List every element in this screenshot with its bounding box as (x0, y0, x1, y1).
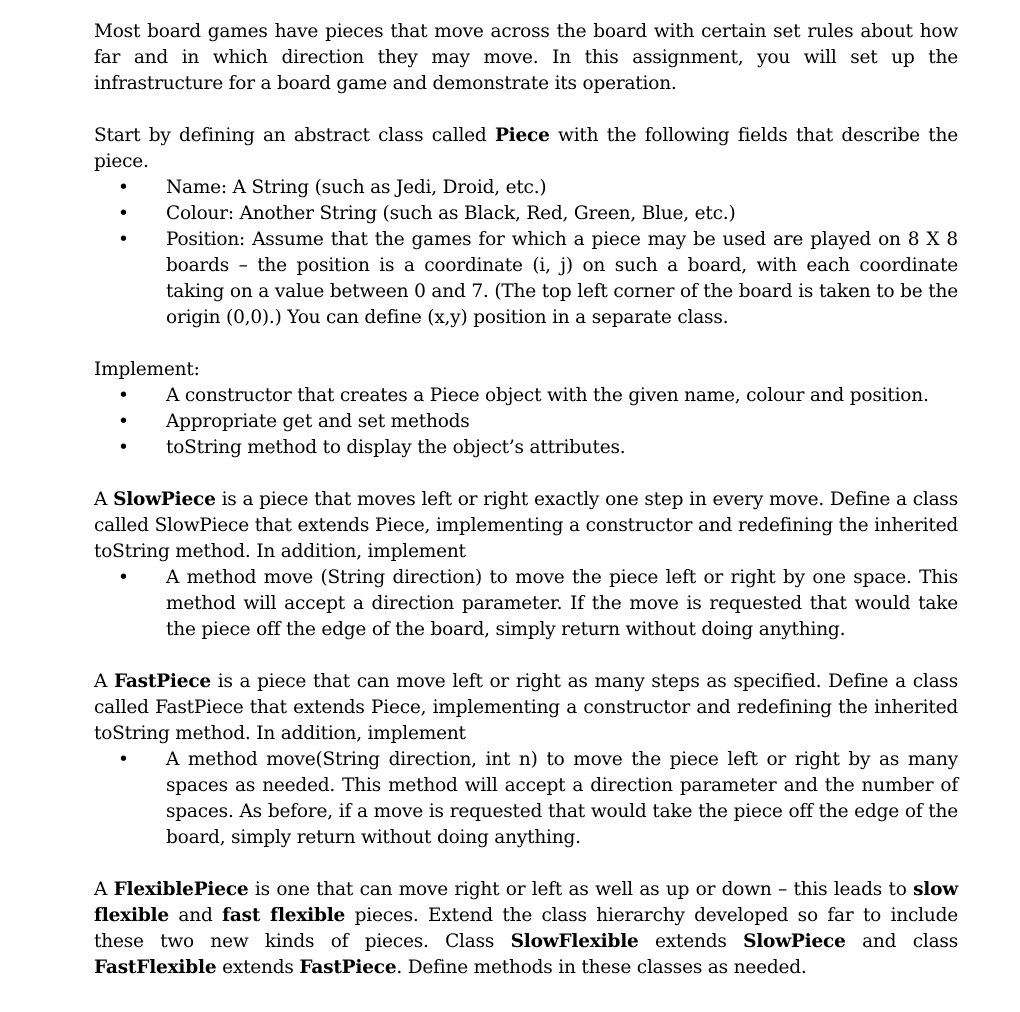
flexiblepiece-paragraph: A FlexiblePiece is one that can move right or left as well as up or down – this leads to slow flexible and fast flexible pieces. Extend the class hierarchy developed so far to include these two new kinds of pieces. Class SlowFlexible extends SlowPiece and class FastFlexible extends FastPiece. Define methods in these classes as needed. (94, 879, 959, 978)
bullet-icon: • (118, 411, 129, 432)
piece-fields-list (94, 175, 958, 331)
piece-paragraph: Start by defining an abstract class called Piece with the following fields that describe the piece. (94, 125, 958, 172)
slowpiece-paragraph: A SlowPiece is a piece that moves left or right exactly one step in every move. Define a class called SlowPiece that extends Piece, implementing a constructor and redefining the inherited toString method. In addition, implement (94, 489, 958, 562)
slowpiece-list (94, 565, 958, 643)
implement-list (94, 383, 958, 461)
implement-heading: Implement: (94, 359, 200, 380)
list-item: • Appropriate get and set methods (94, 409, 958, 435)
bullet-icon: • (118, 385, 129, 406)
bullet-icon: • (118, 229, 129, 250)
list-item: • A constructor that creates a Piece object with the given name, colour and position. (94, 383, 958, 409)
slowpiece-class-name: SlowPiece (113, 489, 216, 510)
list-item: • Name: A String (such as Jedi, Droid, etc.) (94, 175, 958, 201)
bullet-icon: • (118, 177, 129, 198)
fastpiece-list (94, 747, 958, 851)
bullet-icon: • (118, 203, 129, 224)
bullet-icon: • (118, 567, 129, 588)
list-item: • A method move(String direction, int n) to move the piece left or right by as many spaces as needed. This method will accept a direction parameter and the number of spaces. As before, if a move is requested that would take the piece off the edge of the board, simply return without doing anything. (118, 749, 958, 848)
fastpiece-class-name: FastPiece (113, 671, 211, 692)
piece-class-name: Piece (494, 125, 550, 146)
bullet-icon: • (118, 749, 129, 770)
list-item: • toString method to display the object’s attributes. (94, 435, 958, 461)
list-item: • Colour: Another String (such as Black, Red, Green, Blue, etc.) (94, 201, 958, 227)
fastpiece-paragraph: A FastPiece is a piece that can move left or right as many steps as specified. Define a class called FastPiece that extends Piece, implementing a constructor and redefining the inherited toString method. In addition, implement (94, 671, 959, 744)
assignment-document (94, 19, 958, 981)
bullet-icon: • (118, 437, 129, 458)
intro-paragraph: Most board games have pieces that move across the board with certain set rules about how far and in which direction they may move. In this assignment, you will set up the infrastructure for a board game and demonstrate its operation. (94, 21, 958, 94)
list-item: • Position: Assume that the games for which a piece may be used are played on 8 X 8 boards – the position is a coordinate (i, j) on such a board, with each coordinate taking on a value between 0 and 7. (The top left corner of the board is taken to be the origin (0,0).) You can define (x,y) position in a separate class. (118, 229, 958, 328)
list-item: • A method move (String direction) to move the piece left or right by one space. This method will accept a direction parameter. If the move is requested that would take the piece off the edge of the board, simply return without doing anything. (118, 567, 958, 640)
